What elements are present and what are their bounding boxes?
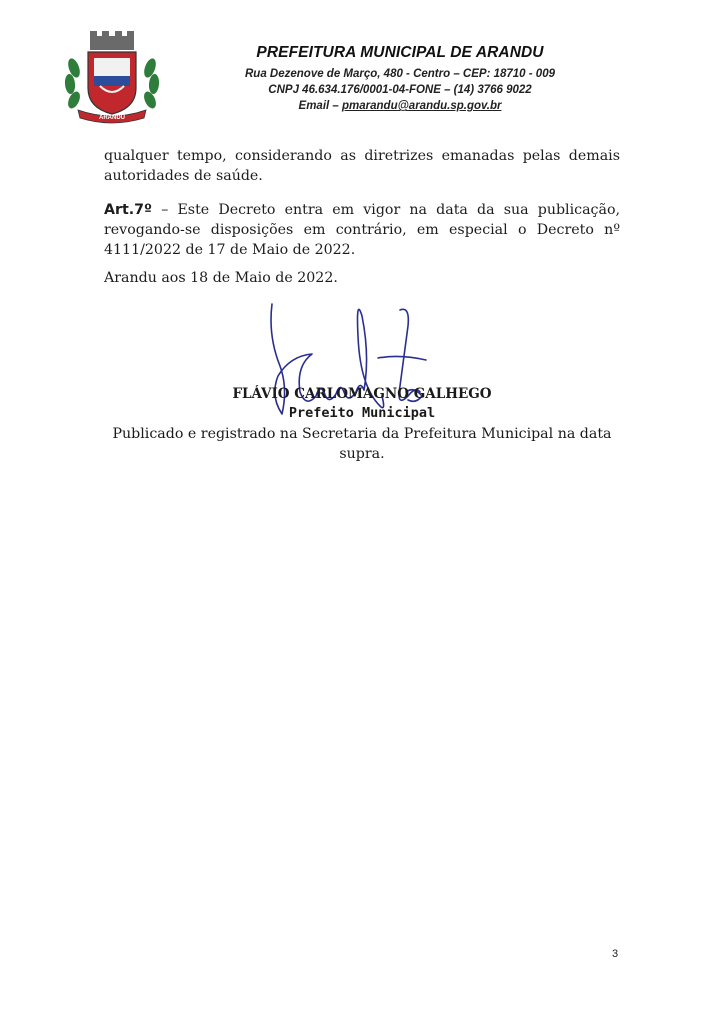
article-7-paragraph (104, 200, 620, 260)
crest-ribbon-text: ARANDU (99, 115, 125, 121)
cnpj-phone-line: CNPJ 46.634.176/0001-04-FONE – (14) 3766 9022 (268, 84, 532, 96)
address-line: Rua Dezenove de Março, 480 - Centro – CEP: 18710 - 009 (245, 68, 555, 80)
signatory-role: Prefeito Municipal (288, 405, 436, 421)
email-link[interactable]: pmarandu@arandu.sp.gov.br (342, 100, 502, 112)
letterhead (230, 44, 570, 112)
signatory-name: FLÁVIO CARLOMAGNO GALHEGO (232, 386, 492, 402)
publication-note: Publicado e registrado na Secretaria da Prefeitura Municipal na data supra. (112, 426, 612, 462)
email-line (230, 100, 570, 112)
email-label: Email – (298, 100, 342, 112)
date-line: Arandu aos 18 de Maio de 2022. (104, 270, 338, 286)
page-number: 3 (612, 948, 619, 960)
article-text: – Este Decreto entra em vigor na data da sua publicação, revogando-se disposições em contrário, em especial o Decreto nº 4111/2022 de 17 de Maio de 2022. (104, 202, 620, 258)
paragraph-continuation: qualquer tempo, considerando as diretrizes emanadas pelas demais autoridades de saúde. (104, 148, 620, 184)
coat-of-arms-logo (60, 28, 164, 124)
article-label: Art.7º (104, 202, 153, 218)
institution-title: PREFEITURA MUNICIPAL DE ARANDU (256, 44, 544, 61)
